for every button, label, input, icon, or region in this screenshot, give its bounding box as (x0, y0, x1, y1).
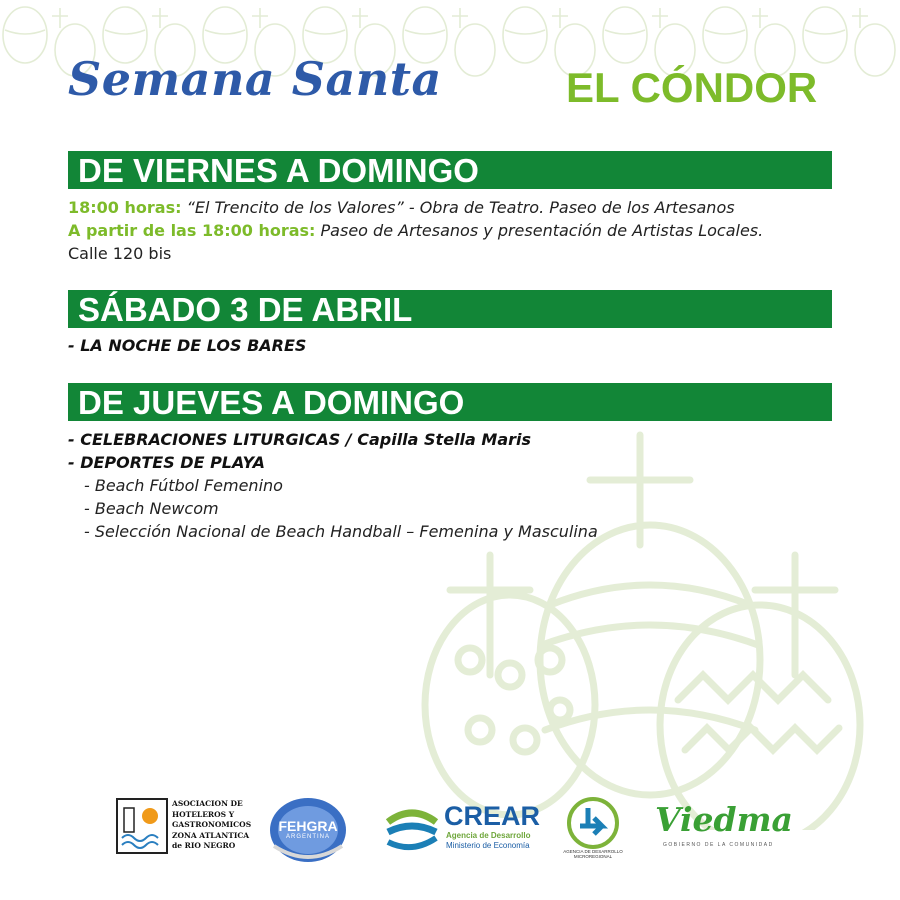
event-item: - CELEBRACIONES LITURGICAS / Capilla Stella Maris (68, 430, 532, 449)
asoc-line: HOTELEROS Y (172, 809, 235, 819)
asoc-line: GASTRONOMICOS (172, 820, 252, 829)
agencia-line: MICROREGIONAL (573, 854, 613, 859)
viedma-logo (655, 800, 793, 856)
fehgra-name: FEHGRA (278, 818, 338, 834)
event-item: - DEPORTES DE PLAYA (68, 453, 265, 472)
sub-event-item: - Beach Newcom (84, 499, 219, 518)
crear-sub2: Ministerio de Economía (446, 841, 530, 850)
event-text: Paseo de Artesanos y presentación de Artistas Locales. (320, 221, 764, 240)
hotel-sun-icon (116, 798, 168, 854)
asoc-line: ASOCIACION DE (172, 799, 243, 808)
time-label: 18:00 horas: (68, 198, 182, 217)
crear-swoosh-icon (384, 800, 440, 856)
sub-event-item: - Beach Fútbol Femenino (84, 476, 283, 495)
town-name: EL CÓNDOR (566, 64, 818, 111)
asociacion-hoteleros-logo (116, 798, 252, 854)
page-title: Semana Santa (68, 52, 442, 106)
viedma-name: Viedma (655, 800, 793, 839)
crear-name: CREAR (444, 801, 541, 831)
schedule-line (68, 221, 763, 240)
viedma-sub: GOBIERNO DE LA COMUNIDAD (663, 842, 774, 848)
agencia-desarrollo-logo (560, 796, 626, 866)
crear-logo (384, 800, 541, 856)
asoc-line: ZONA ATLANTICA (172, 830, 250, 840)
section-heading-viernes: DE VIERNES A DOMINGO (68, 151, 832, 189)
arrow-circle-icon (560, 796, 626, 850)
fehgra-sub: ARGENTINA (285, 834, 330, 840)
agencia-line: AGENCIA DE DESARROLLO (563, 849, 623, 854)
event-text: “El Trencito de los Valores” - Obra de Teatro. Paseo de los Artesanos (186, 198, 735, 217)
easter-eggs-illustration (410, 430, 900, 830)
asoc-line: de RIO NEGRO (172, 841, 236, 850)
section-heading-sabado: SÁBADO 3 DE ABRIL (68, 290, 832, 328)
location-text: Calle 120 bis (68, 244, 172, 263)
section-heading-jueves: DE JUEVES A DOMINGO (68, 383, 832, 421)
time-label: A partir de las 18:00 horas: (68, 221, 316, 240)
event-item: - LA NOCHE DE LOS BARES (68, 336, 307, 355)
fehgra-logo (268, 796, 348, 864)
crear-sub1: Agencia de Desarrollo (446, 831, 531, 840)
sub-event-item: - Selección Nacional de Beach Handball – Femenina y Masculina (84, 522, 598, 541)
schedule-line (68, 198, 735, 217)
sponsor-logos (0, 796, 900, 866)
